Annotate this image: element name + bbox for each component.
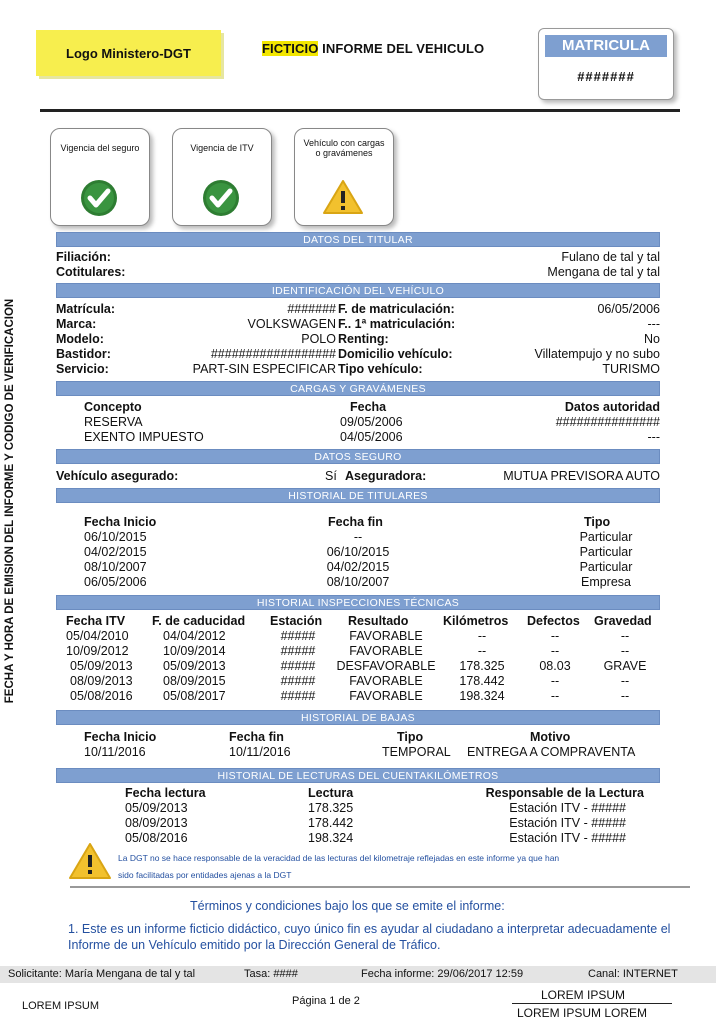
itv-cell: ##### [280,629,316,643]
section-titular: DATOS DEL TITULAR [56,232,660,247]
vehiculo-left-value: ####### [287,302,336,316]
cargas-cell: ############### [555,415,660,429]
cargas-cell: 09/05/2006 [340,415,403,429]
bajas-cell: TEMPORAL [382,745,451,759]
vehiculo-left-value: VOLKSWAGEN [247,317,336,331]
warning-icon [68,842,112,885]
cargas-cell: 04/05/2006 [340,430,403,444]
itv-cell: 04/04/2012 [163,629,226,643]
section-vehiculo: IDENTIFICACIÓN DEL VEHÍCULO [56,283,660,298]
terms-heading: Términos y condiciones bajo los que se emite el informe: [190,899,505,913]
vehiculo-left-label: Marca: [56,317,97,331]
matricula-value: ####### [577,69,635,84]
itv-cell: -- [620,689,630,703]
titulares-cell: 04/02/2015 [84,545,147,559]
matricula-label: MATRICULA [545,35,667,57]
titulares-cell: Particular [579,560,633,574]
bajas-header: Fecha fin [229,730,284,744]
bajas-cell: 10/11/2016 [229,745,291,759]
itv-cell: -- [477,644,487,658]
itv-cell: ##### [280,674,316,688]
lecturas-header: Responsable de la Lectura [485,786,644,800]
titulares-header: Tipo [584,515,611,529]
vehiculo-left-value: PART-SIN ESPECIFICAR [192,362,336,376]
itv-cell: 05/04/2010 [66,629,129,643]
lecturas-cell: Estación ITV - ##### [509,801,626,815]
itv-cell: 05/09/2013 [70,659,133,673]
card-cargas-label: Vehículo con cargas o gravámenes [303,138,385,158]
section-lecturas: HISTORIAL DE LECTURAS DEL CUENTAKILÓMETROS [56,768,660,783]
itv-cell: 08/09/2013 [70,674,133,688]
disclaimer-text [118,850,678,884]
itv-cell: 10/09/2014 [163,644,226,658]
lecturas-cell: 05/08/2016 [125,831,188,845]
bajas-cell: 10/11/2016 [84,745,146,759]
terms-text: 1. Este es un informe ficticio didáctico, cuyo único fin es ayudar al ciudadano a interpretar adecuadamente el Informe de un Vehículo emitido por la Dirección General de Tráfico. [68,922,671,952]
filiacion-label: Filiación: [56,250,111,264]
warning-icon [322,179,364,220]
footer-left-text: LOREM IPSUM [22,1000,100,1012]
footer-right-text-1: LOREM IPSUM [541,988,626,1002]
footer-right-text-2: LOREM IPSUM LOREM [517,1006,648,1020]
lecturas-cell: 198.324 [308,831,354,845]
vehiculo-right-value: 06/05/2006 [597,302,660,316]
itv-cell: -- [477,629,487,643]
disclaimer-line: sido facilitadas por entidades ajenas a la DGT [118,870,292,880]
cargas-cell: RESERVA [84,415,143,429]
itv-cell: 08/09/2015 [163,674,226,688]
titulares-header: Fecha Inicio [84,515,157,529]
itv-cell: 10/09/2012 [66,644,129,658]
itv-cell: FAVORABLE [349,674,423,688]
cotitulares-value: Mengana de tal y tal [547,265,660,279]
vehiculo-right-label: F.. 1ª matriculación: [338,317,456,331]
itv-cell: -- [550,629,560,643]
bajas-header: Fecha Inicio [84,730,157,744]
itv-cell: ##### [280,689,316,703]
itv-cell: FAVORABLE [349,644,423,658]
vehiculo-left-value: ################## [210,347,336,361]
section-cargas: CARGAS Y GRAVÁMENES [56,381,660,396]
itv-cell: ##### [280,659,316,673]
vehiculo-left-label: Modelo: [56,332,104,346]
itv-cell: -- [550,674,560,688]
cargas-header-fecha: Fecha [350,400,387,414]
titulares-cell: 08/10/2007 [326,575,390,589]
lecturas-cell: 05/09/2013 [125,801,188,815]
footer-canal: Canal: INTERNET [588,968,678,980]
lecturas-header: Fecha lectura [125,786,206,800]
itv-header: Kilómetros [443,614,509,628]
cargas-header-autoridad: Datos autoridad [564,400,660,414]
itv-cell: -- [620,644,630,658]
itv-cell: 08.03 [539,659,571,673]
itv-cell: FAVORABLE [349,689,423,703]
titulares-cell: Empresa [580,575,632,589]
title-rest: INFORME DEL VEHICULO [318,41,485,56]
itv-cell: 178.325 [459,659,505,673]
asegurado-label: Vehículo asegurado: [56,469,179,483]
bajas-cell: ENTREGA A COMPRAVENTA [467,745,636,759]
section-itv: HISTORIAL INSPECCIONES TÉCNICAS [56,595,660,610]
vehiculo-right-label: Renting: [338,332,389,346]
card-seguro [50,128,150,226]
lecturas-cell: 08/09/2013 [125,816,188,830]
ministry-logo: Logo Ministero-DGT [36,30,221,76]
page-number: Página 1 de 2 [292,995,360,1007]
cargas-cell: EXENTO IMPUESTO [84,430,204,444]
vehiculo-left-value: POLO [301,332,336,346]
vehiculo-right-label: F. de matriculación: [338,302,455,316]
itv-header: F. de caducidad [152,614,246,628]
matricula-box [538,28,674,100]
title-highlight: FICTICIO [262,41,319,56]
vehiculo-left-label: Bastidor: [56,347,111,361]
titulares-cell: 08/10/2007 [84,560,147,574]
lecturas-cell: 178.442 [308,816,354,830]
itv-header: Estación [270,614,323,628]
titulares-cell: 04/02/2015 [326,560,390,574]
cargas-header-concepto: Concepto [84,400,142,414]
vehiculo-left-label: Matrícula: [56,302,116,316]
itv-cell: -- [620,674,630,688]
card-seguro-label: Vigencia del seguro [60,143,140,153]
itv-cell: GRAVE [603,659,647,673]
cargas-cell: --- [647,430,660,444]
lecturas-cell: Estación ITV - ##### [509,831,626,845]
itv-cell: 05/08/2016 [70,689,133,703]
footer-rule [512,1003,672,1004]
itv-header: Fecha ITV [66,614,126,628]
vehiculo-right-label: Tipo vehículo: [338,362,423,376]
section-bajas: HISTORIAL DE BAJAS [56,710,660,725]
footer-fecha: Fecha informe: 29/06/2017 12:59 [361,968,524,980]
itv-cell: 05/09/2013 [163,659,226,673]
filiacion-value: Fulano de tal y tal [561,250,660,264]
vehiculo-right-value: --- [647,317,660,331]
check-icon [80,179,118,222]
itv-cell: 178.442 [459,674,505,688]
card-itv [172,128,272,226]
card-cargas [294,128,394,226]
titulares-cell: 06/10/2015 [84,530,147,544]
vehiculo-right-label: Domicilio vehículo: [338,347,453,361]
lecturas-cell: Estación ITV - ##### [509,816,626,830]
side-verification-label: FECHA Y HORA DE EMISION DEL INFORME Y CODIGO DE VERIFICACION [4,298,16,704]
aseguradora-label: Aseguradora: [345,469,427,483]
titulares-cell: 06/05/2006 [84,575,147,589]
bajas-header: Motivo [530,730,571,744]
footer-solicitante: Solicitante: María Mengana de tal y tal [8,968,196,980]
bajas-header: Tipo [397,730,424,744]
titulares-header: Fecha fin [328,515,383,529]
itv-cell: -- [620,629,630,643]
titulares-cell: Particular [579,545,633,559]
itv-cell: DESFAVORABLE [336,659,436,673]
itv-cell: ##### [280,644,316,658]
check-icon [202,179,240,222]
itv-cell: -- [550,689,560,703]
itv-header: Gravedad [594,614,652,628]
vehiculo-left-label: Servicio: [56,362,109,376]
itv-cell: 05/08/2017 [163,689,226,703]
itv-cell: FAVORABLE [349,629,423,643]
titulares-cell: 06/10/2015 [326,545,390,559]
aseguradora-value: MUTUA PREVISORA AUTO [503,469,660,483]
lecturas-cell: 178.325 [308,801,354,815]
lecturas-header: Lectura [308,786,354,800]
itv-cell: 198.324 [459,689,505,703]
itv-header: Resultado [348,614,409,628]
itv-header: Defectos [527,614,580,628]
itv-cell: -- [550,644,560,658]
footer-tasa: Tasa: #### [244,968,298,980]
header-divider [40,109,680,112]
cotitulares-label: Cotitulares: [56,265,126,279]
vehiculo-right-value: TURISMO [602,362,660,376]
section-titulares: HISTORIAL DE TITULARES [56,488,660,503]
card-itv-label: Vigencia de ITV [190,143,254,153]
disclaimer-line: La DGT no se hace responsable de la veracidad de las lecturas del kilometraje reflejadas en este informe ya que han [118,853,560,863]
report-title [262,41,484,56]
vehiculo-right-value: Villatempujo y no subo [534,347,660,361]
asegurado-value: Sí [325,469,337,483]
terms-divider [70,886,690,888]
vehiculo-right-value: No [644,332,660,346]
section-seguro: DATOS SEGURO [56,449,660,464]
titulares-cell: -- [353,530,363,544]
titulares-cell: Particular [579,530,633,544]
